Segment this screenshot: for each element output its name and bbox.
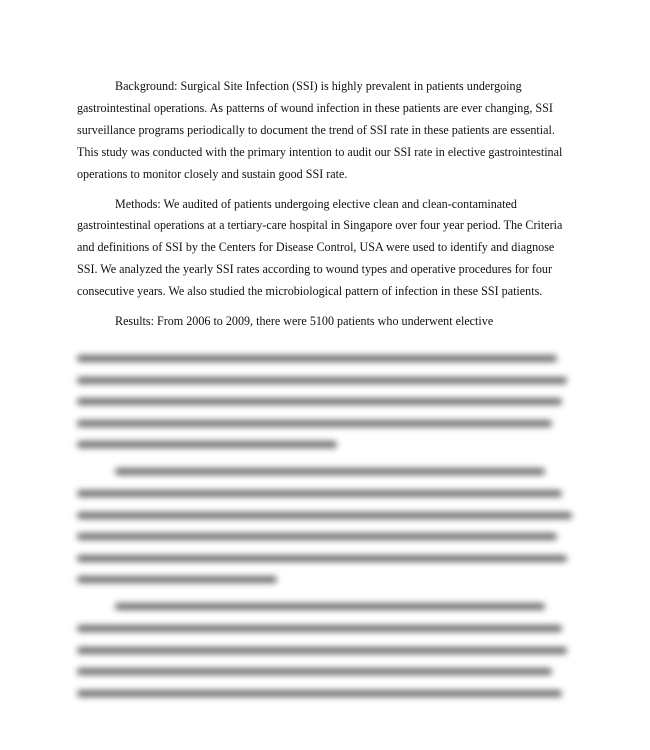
document-body — [77, 76, 575, 341]
blurred-paragraph — [77, 603, 577, 696]
blurred-content — [77, 355, 577, 750]
results-paragraph: Results: From 2006 to 2009, there were 5100 patients who underwent elective — [115, 314, 494, 329]
background-paragraph: Background: Surgical Site Infection (SSI) is highly prevalent in patients undergoing gastrointestinal operations. As patterns of wound infection in these patients are ever changing, SSI surveillance programs periodically to document the trend of SSI rate in these patients are essential. This study was conducted with the primary intention to audit our SSI rate in elective gastrointestinal operations to monitor closely and sustain good SSI rate. — [77, 79, 563, 181]
blurred-paragraph — [77, 468, 577, 583]
methods-paragraph: Methods: We audited of patients undergoing elective clean and clean-contaminated gastrointestinal operations at a tertiary-care hospital in Singapore over four year period. The Criteria and definitions of SSI by the Centers for Disease Control, USA were used to identify and diagnose SSI. We analyzed the yearly SSI rates according to wound types and operative procedures for four consecutive years. We also studied the microbiological pattern of infection in these SSI patients. — [77, 196, 563, 299]
blurred-paragraph — [77, 355, 577, 448]
